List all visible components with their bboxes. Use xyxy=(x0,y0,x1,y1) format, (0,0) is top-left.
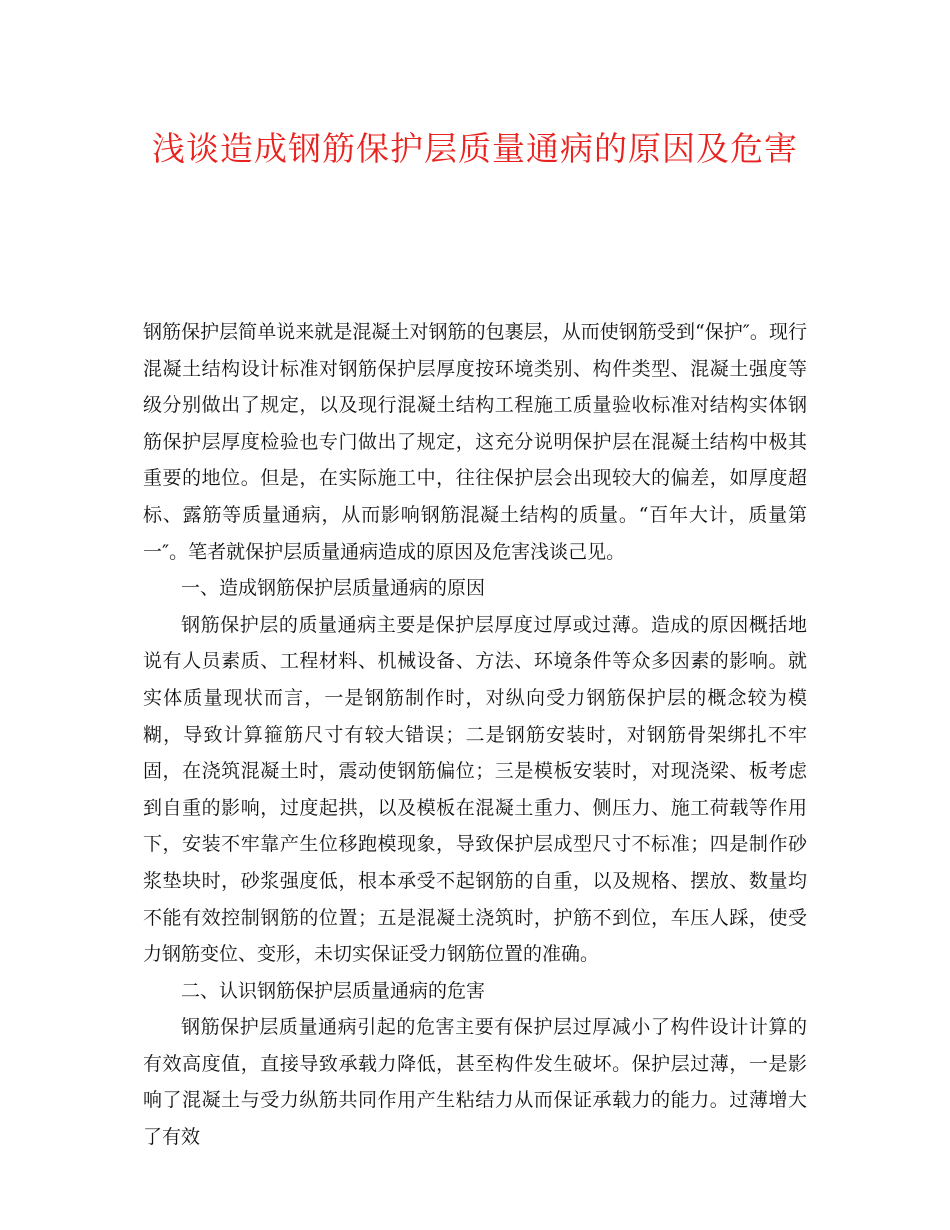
document-title: 浅谈造成钢筋保护层质量通病的原因及危害 xyxy=(152,129,798,168)
paragraph-intro: 钢筋保护层简单说来就是混凝土对钢筋的包裹层，从而使钢筋受到“保护″。现行混凝土结构设计标准对钢筋保护层厚度按环境类别、构件类型、混凝土强度等级分别做出了规定，以及现行混凝土结构工程施工质量验收标准对结构实体钢筋保护层厚度检验也专门做出了规定，这充分说明保护层在混凝土结构中极其重要的地位。但是，在实际施工中，往往保护层会出现较大的偏差，如厚度超标、露筋等质量通病，从而影响钢筋混凝土结构的质量。“百年大计，质量第一″。笔者就保护层质量通病造成的原因及危害浅谈己见。 xyxy=(143,321,807,563)
paragraph-hazards: 钢筋保护层质量通病引起的危害主要有保护层过厚减小了构件设计计算的有效高度值，直接导致承载力降低，甚至构件发生破坏。保护层过薄，一是影响了混凝土与受力纵筋共同作用产生粘结力从而保证承载力的能力。过薄增大了有效 xyxy=(143,1016,807,1149)
paragraph-causes: 钢筋保护层的质量通病主要是保护层厚度过厚或过薄。造成的原因概括地说有人员素质、工程材料、机械设备、方法、环境条件等众多因素的影响。就实体质量现状而言，一是钢筋制作时，对纵向受力钢筋保护层的概念较为模糊，导致计算箍筋尺寸有较大错误；二是钢筋安装时，对钢筋骨架绑扎不牢固，在浇筑混凝土时，震动使钢筋偏位；三是模板安装时，对现浇梁、板考虑到自重的影响，过度起拱，以及模板在混凝土重力、侧压力、施工荷载等作用下，安装不牢靠产生位移跑模现象，导致保护层成型尺寸不标准；四是制作砂浆垫块时，砂浆强度低，根本承受不起钢筋的自重，以及规格、摆放、数量均不能有效控制钢筋的位置；五是混凝土浇筑时，护筋不到位，车压人踩，使受力钢筋变位、变形，未切实保证受力钢筋位置的准确。 xyxy=(143,613,807,966)
section-heading-hazards: 二、认识钢筋保护层质量通病的危害 xyxy=(181,979,486,1002)
document-body xyxy=(143,314,807,1156)
section-heading-causes: 一、造成钢筋保护层质量通病的原因 xyxy=(181,577,486,600)
